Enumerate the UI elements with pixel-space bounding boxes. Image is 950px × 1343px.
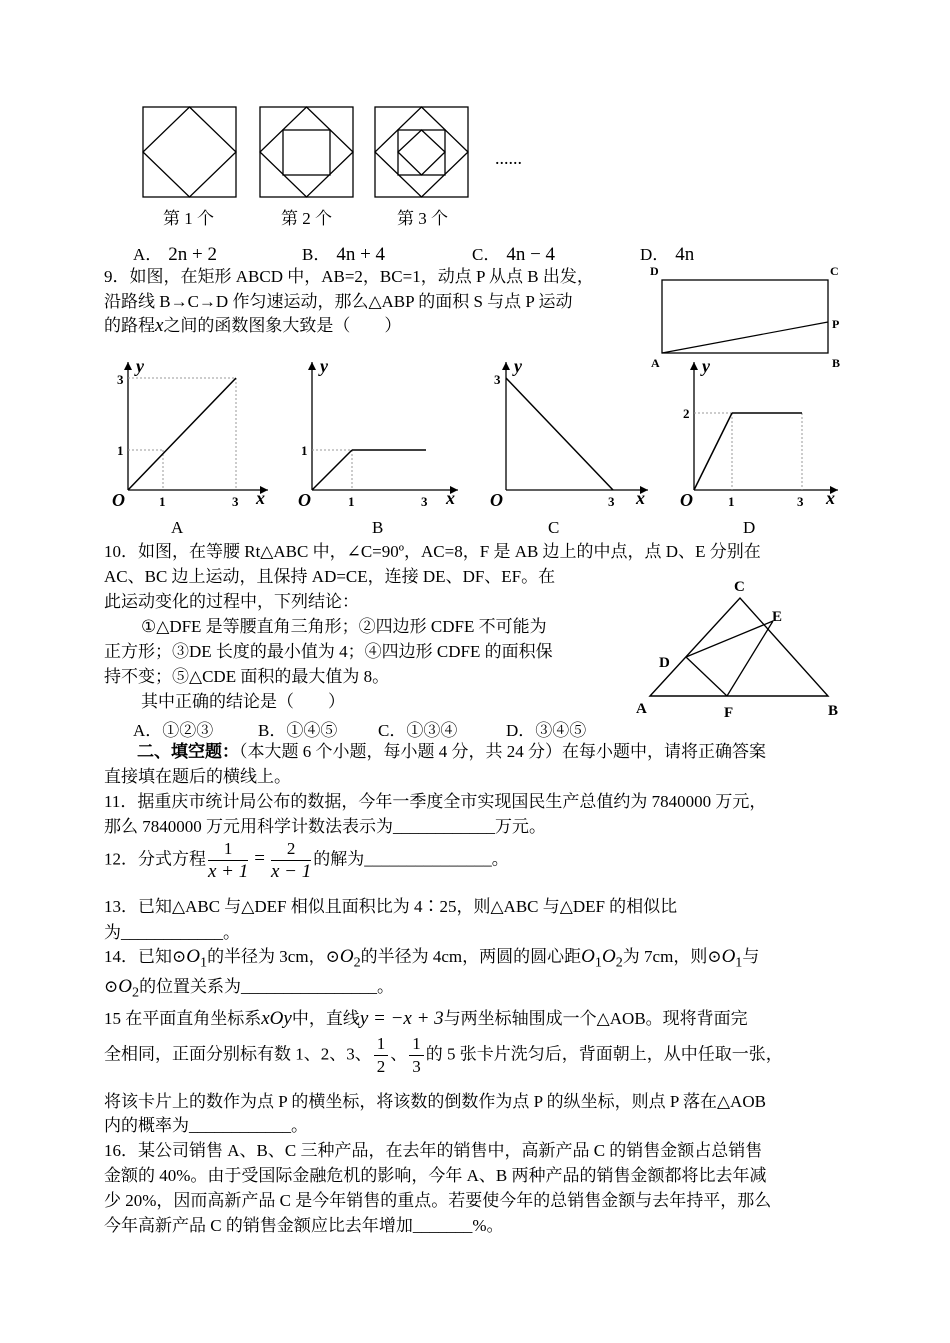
- svg-text:O: O: [112, 490, 125, 510]
- q8-figure-2: [260, 107, 353, 197]
- q8-label-1: 第 1 个: [163, 209, 214, 228]
- svg-text:1: 1: [301, 443, 308, 458]
- q16-line-3: 少 20%，因而高新产品 C 是今年销售的重点。若要使今年的总销售金额与去年持平，那么: [104, 1191, 772, 1210]
- q8-option-b-value: 4n + 4: [336, 244, 386, 265]
- rect-label-d: D: [650, 264, 659, 278]
- q11-line-1: 11．据重庆市统计局公布的数据，今年一季度全市实现国民生产总值约为 7840000 万元，: [104, 792, 767, 811]
- rect-label-p: P: [832, 317, 840, 331]
- q10-option-d[interactable]: D．③④⑤: [506, 721, 587, 740]
- svg-text:y: y: [320, 356, 328, 376]
- q15-line-3: 将该卡片上的数作为点 P 的横坐标，将该数的倒数作为点 P 的纵坐标，则点 P 落在△AOB: [104, 1092, 766, 1111]
- rect-label-a: A: [651, 356, 660, 370]
- q10-line-1: 10．如图，在等腰 Rt△ABC 中，∠C=90º，AC=8，F 是 AB 边上的中点，点 D、E 分别在: [104, 542, 761, 561]
- svg-text:O: O: [490, 490, 503, 510]
- svg-text:2: 2: [683, 406, 690, 421]
- tri-label-b: B: [828, 703, 839, 719]
- q8-option-a-value: 2n + 2: [168, 244, 217, 265]
- svg-text:y: y: [136, 356, 144, 376]
- svg-text:O: O: [680, 490, 693, 510]
- q10-line-2: AC、BC 边上运动，且保持 AD=CE，连接 DE、DF、EF。在: [104, 567, 556, 586]
- section2-line-1: 二、填空题：（本大题 6 个小题，每小题 4 分，共 24 分）在每小题中，请将正确答案: [137, 742, 766, 761]
- q8-dots: ......: [495, 148, 522, 168]
- q10-option-b[interactable]: B．①④⑤: [258, 721, 338, 740]
- q9-graph-d: [672, 354, 850, 514]
- svg-text:1: 1: [159, 494, 166, 509]
- q8-figure-1: [143, 107, 236, 197]
- svg-text:3: 3: [797, 494, 804, 509]
- q8-option-b[interactable]: B． 4n + 4: [302, 244, 386, 265]
- q9-graph-c: [480, 354, 660, 514]
- tri-label-f: F: [724, 705, 734, 721]
- q8-option-a[interactable]: A． 2n + 2: [133, 244, 217, 265]
- q10-option-c[interactable]: C．①③④: [378, 721, 458, 740]
- q10-triangle-figure: [630, 574, 845, 724]
- q9-graph-a: [100, 354, 280, 514]
- q16-line-1: 16．某公司销售 A、B、C 三种产品，在去年的销售中，高新产品 C 的销售金额占总销售: [104, 1141, 763, 1160]
- q10-line-5: 正方形；③DE 长度的最小值为 4；④四边形 CDFE 的面积保: [104, 642, 553, 661]
- svg-text:x: x: [826, 488, 835, 508]
- svg-text:y: y: [702, 356, 710, 376]
- q9-graph-a-label[interactable]: A: [171, 518, 184, 537]
- q10-option-a[interactable]: A．①②③: [133, 721, 214, 740]
- q9-graph-b: [290, 354, 470, 514]
- q11-line-2: 那么 7840000 万元用科学计数法表示为____________万元。: [104, 817, 546, 836]
- svg-text:x: x: [636, 488, 645, 508]
- q12-line: 12．分式方程 $\frac{1}{x + 1}$ = $\frac{2}{x - 1}$ 的解为_______________。: [104, 839, 509, 882]
- q15-line-1: 15 在平面直角坐标系xOy中，直线y = −x + 3与两坐标轴围成一个△AOB。现将背面完: [104, 1008, 748, 1029]
- q8-option-d-value: 4n: [675, 244, 695, 265]
- q14-line-1: 14．已知$⊙O_1$的半径为 3cm，$⊙O_2$的半径为 4cm，两圆的圆心距$O_1O_2$为 7cm，则$⊙O_1$与: [104, 946, 760, 971]
- q10-line-4: ①△DFE 是等腰直角三角形；②四边形 CDFE 不可能为: [141, 617, 547, 636]
- section2-line-2: 直接填在题后的横线上。: [104, 767, 291, 786]
- q16-line-2: 金额的 40%。由于受国际金融危机的影响，今年 A、B 两种产品的销售金额都将比去年减: [104, 1166, 767, 1185]
- q13-line-1: 13．已知△ABC 与△DEF 相似且面积比为 4∶25，则△ABC 与△DEF 的相似比: [104, 897, 678, 916]
- q9-graph-d-label[interactable]: D: [743, 518, 756, 537]
- q10-line-3: 此运动变化的过程中，下列结论：: [104, 592, 359, 611]
- tri-label-a: A: [636, 701, 647, 717]
- svg-text:O: O: [298, 490, 311, 510]
- svg-text:3: 3: [421, 494, 428, 509]
- tri-label-d: D: [659, 655, 670, 671]
- svg-text:1: 1: [728, 494, 735, 509]
- svg-text:3: 3: [494, 372, 501, 387]
- tri-label-c: C: [734, 579, 745, 595]
- q8-option-c-value: 4n − 4: [506, 244, 556, 265]
- rect-label-b: B: [832, 356, 841, 370]
- q8-option-c[interactable]: C． 4n − 4: [472, 244, 556, 265]
- q15-line-2: 全相同，正面分别标有数 1、2、3、 $\frac{1}{2}$ 、 $\frac{1}{3}$ 的 5 张卡片洗匀后，背面朝上，从中任取一张，: [104, 1034, 783, 1076]
- q9-line-2: 沿路线 B→C→D 作匀速运动，那么△ABP 的面积 S 与点 P 运动: [104, 292, 573, 311]
- q14-line-2: $⊙O_2$的位置关系为________________。: [104, 976, 395, 1001]
- svg-text:3: 3: [232, 494, 239, 509]
- rect-label-c: C: [830, 264, 839, 278]
- q8-square-figures: [140, 104, 550, 200]
- q8-option-d[interactable]: D． 4n: [640, 244, 695, 265]
- q9-graph-b-label[interactable]: B: [372, 518, 384, 537]
- q9-line-3: 的路程x之间的函数图象大致是（ ）: [104, 315, 402, 336]
- svg-text:1: 1: [117, 443, 124, 458]
- svg-text:x: x: [446, 488, 455, 508]
- q8-figure-3: [375, 107, 468, 197]
- q9-graph-c-label[interactable]: C: [548, 518, 560, 537]
- tri-label-e: E: [772, 609, 783, 625]
- svg-text:3: 3: [608, 494, 615, 509]
- svg-text:y: y: [514, 356, 522, 376]
- q16-line-4: 今年高新产品 C 的销售金额应比去年增加_______%。: [104, 1216, 504, 1235]
- svg-text:x: x: [256, 488, 265, 508]
- q9-line-1: 9．如图，在矩形 ABCD 中，AB=2，BC=1，动点 P 从点 B 出发，: [104, 267, 594, 286]
- q8-label-2: 第 2 个: [281, 209, 332, 228]
- section2-title: 二、填空题：: [137, 742, 239, 761]
- q15-line-4: 内的概率为____________。: [104, 1116, 308, 1135]
- q8-label-3: 第 3 个: [397, 209, 448, 228]
- q10-line-6: 持不变；⑤△CDE 面积的最大值为 8。: [104, 667, 390, 686]
- q10-line-7: 其中正确的结论是（ ）: [141, 692, 345, 711]
- q13-line-2: 为____________。: [104, 923, 240, 942]
- svg-text:1: 1: [348, 494, 355, 509]
- svg-text:3: 3: [117, 372, 124, 387]
